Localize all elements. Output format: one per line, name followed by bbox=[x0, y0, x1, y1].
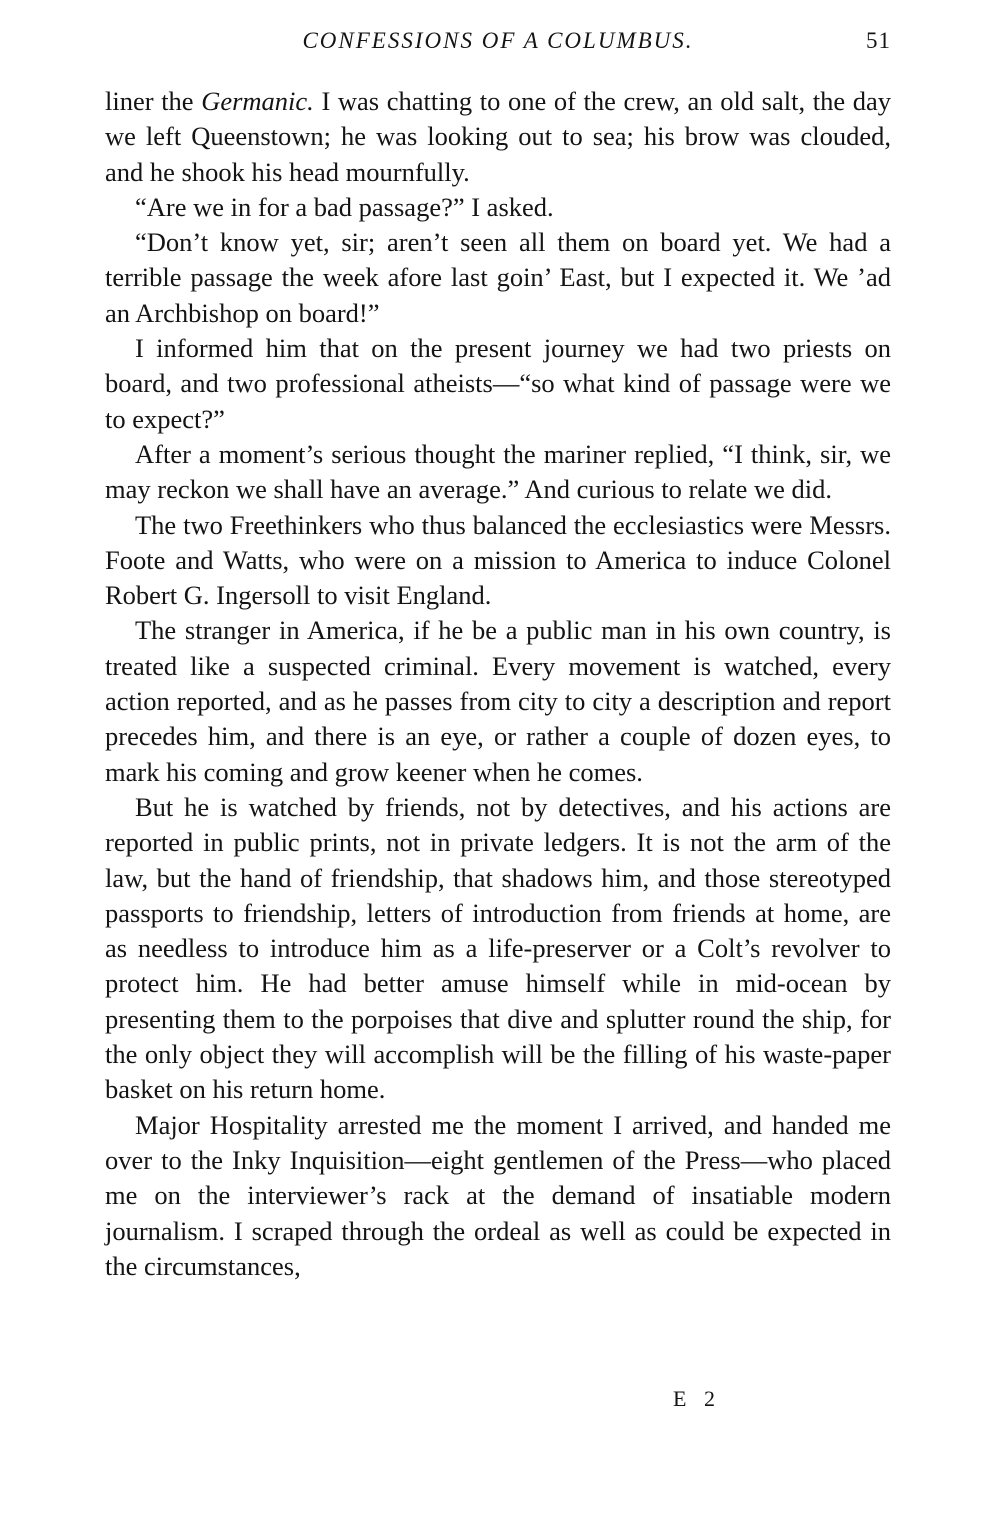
signature-mark: E 2 bbox=[673, 1386, 721, 1411]
paragraph-1 bbox=[105, 84, 891, 190]
ship-name: Germanic. bbox=[201, 86, 314, 116]
paragraph-8: But he is watched by friends, not by detectives, and his actions are reported in public prints, not in private ledgers. It is not the arm of the law, but the hand of friendship, that shadows him, and those stereotyped passports to friendship, letters of introduction from friends at home, are as needless to introduce him as a life-preserver or a Colt’s revolver to protect him. He had better amuse himself while in mid-ocean by presenting them to the porpoises that dive and splutter round the ship, for the only object they will accomplish will be the filling of his waste-paper basket on his return home. bbox=[105, 791, 891, 1105]
paragraph-1-rest: I was chatting to one of the crew, an old salt, the day we left Queenstown; he was looking out to sea; his brow was clouded, and he shook his head mournfully. bbox=[105, 86, 891, 187]
running-head bbox=[105, 22, 891, 62]
paragraph-9: Major Hospitality arrested me the moment I arrived, and handed me over to the Inky Inquisition—eight gentlemen of the Press—who placed me on the interviewer’s rack at the demand of insatiable modern journalism. I scraped through the ordeal as well as could be expected in the circumstances, bbox=[105, 1109, 891, 1281]
page-number: 51 bbox=[866, 28, 891, 53]
body-text bbox=[105, 84, 891, 1284]
paragraph-7: The stranger in America, if he be a public man in his own country, is treated like a suspected criminal. Every movement is watched, every action reported, and as he passes from city to city a description and report precedes him, and there is an eye, or rather a couple of dozen eyes, to mark his coming and grow keener when he comes. bbox=[105, 615, 891, 787]
running-title: CONFESSIONS OF A COLUMBUS. bbox=[302, 28, 694, 53]
paragraph-2: “Are we in for a bad passage?” I asked. bbox=[135, 191, 554, 222]
paragraph-5: After a moment’s serious thought the mariner replied, “I think, sir, we may reckon we shall have an average.” And curious to relate we did. bbox=[105, 438, 891, 505]
paragraph-4: I informed him that on the present journey we had two priests on board, and two professional atheists—“so what kind of passage were we to expect?” bbox=[105, 333, 891, 434]
book-page bbox=[105, 22, 891, 1284]
paragraph-1-start: liner the bbox=[105, 86, 202, 116]
paragraph-3: “Don’t know yet, sir; aren’t seen all them on board yet. We had a terrible passage the week afore last goin’ East, but I expected it. We ’ad an Archbishop on board!” bbox=[105, 227, 891, 328]
paragraph-6: The two Freethinkers who thus balanced the ecclesiastics were Messrs. Foote and Watts, who were on a mission to America to induce Colonel Robert G. Ingersoll to visit England. bbox=[105, 509, 891, 611]
